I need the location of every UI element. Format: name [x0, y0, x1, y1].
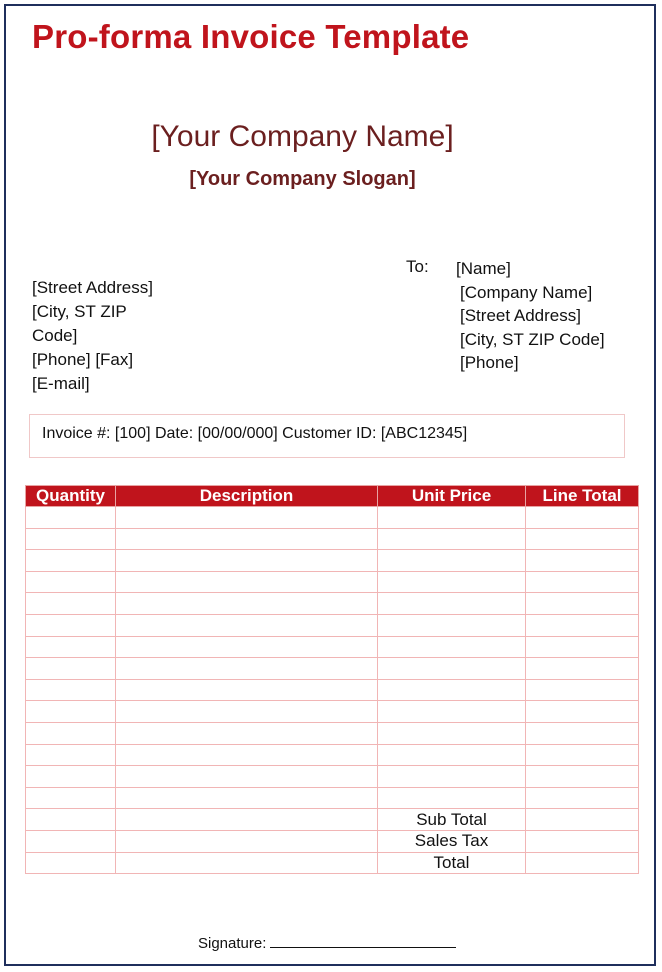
table-cell[interactable]: [116, 766, 378, 788]
table-cell[interactable]: [26, 550, 116, 572]
total-value-cell[interactable]: [526, 852, 639, 874]
recipient-street: [Street Address]: [460, 306, 581, 325]
table-cell[interactable]: [378, 528, 526, 550]
table-cell[interactable]: [116, 550, 378, 572]
recipient-city: [City, ST ZIP Code]: [460, 329, 605, 349]
table-cell[interactable]: [26, 528, 116, 550]
signature-label: Signature:: [198, 935, 267, 952]
subtotal-value-cell[interactable]: [526, 809, 639, 831]
table-cell[interactable]: [378, 722, 526, 744]
company-slogan: [Your Company Slogan]: [189, 168, 416, 190]
header-quantity: Quantity: [26, 486, 116, 507]
table-cell[interactable]: [26, 830, 116, 852]
company-name: [Your Company Name]: [151, 120, 454, 153]
table-cell[interactable]: [116, 571, 378, 593]
table-cell[interactable]: [378, 679, 526, 701]
table-cell[interactable]: [526, 658, 639, 680]
table-cell[interactable]: [116, 528, 378, 550]
table-row: [26, 766, 639, 788]
table-cell[interactable]: [116, 679, 378, 701]
table-cell[interactable]: [26, 766, 116, 788]
table-row: [26, 550, 639, 572]
table-cell[interactable]: [526, 507, 639, 529]
table-cell[interactable]: [116, 701, 378, 723]
table-cell[interactable]: [526, 593, 639, 615]
table-cell[interactable]: [378, 658, 526, 680]
recipient-address-block: [456, 257, 605, 375]
table-cell[interactable]: [26, 744, 116, 766]
header-description: Description: [116, 486, 378, 507]
table-cell[interactable]: [378, 614, 526, 636]
table-cell[interactable]: [378, 787, 526, 809]
table-row: [26, 636, 639, 658]
line-items-table: [25, 485, 639, 874]
table-row: [26, 679, 639, 701]
table-cell[interactable]: [378, 507, 526, 529]
table-cell[interactable]: [116, 852, 378, 874]
table-cell[interactable]: [378, 636, 526, 658]
sender-street: [Street Address]: [32, 278, 153, 297]
table-row: [26, 593, 639, 615]
table-cell[interactable]: [116, 593, 378, 615]
table-cell[interactable]: [26, 658, 116, 680]
sales-tax-row: [26, 830, 639, 852]
table-row: [26, 507, 639, 529]
recipient-company: [Company Name]: [460, 282, 593, 302]
table-cell[interactable]: [378, 766, 526, 788]
table-cell[interactable]: [116, 830, 378, 852]
subtotal-label: Sub Total: [378, 809, 526, 831]
signature-area: [198, 933, 456, 952]
recipient-name: [Name]: [456, 259, 511, 278]
table-cell[interactable]: [26, 701, 116, 723]
recipient-label: To:: [406, 257, 429, 276]
table-cell[interactable]: [378, 744, 526, 766]
table-cell[interactable]: [26, 507, 116, 529]
table-cell[interactable]: [26, 614, 116, 636]
table-cell[interactable]: [26, 679, 116, 701]
sender-phone-fax: [Phone] [Fax]: [32, 350, 134, 369]
table-row: [26, 787, 639, 809]
recipient-phone: [Phone]: [460, 353, 519, 372]
table-cell[interactable]: [378, 593, 526, 615]
table-cell[interactable]: [116, 722, 378, 744]
table-cell[interactable]: [526, 766, 639, 788]
invoice-info-box: [29, 414, 625, 458]
table-cell[interactable]: [116, 636, 378, 658]
header-line-total: Line Total: [526, 486, 639, 507]
table-cell[interactable]: [526, 614, 639, 636]
signature-line[interactable]: [270, 933, 456, 948]
table-cell[interactable]: [26, 787, 116, 809]
table-cell[interactable]: [526, 744, 639, 766]
table-row: [26, 528, 639, 550]
table-cell[interactable]: [116, 658, 378, 680]
table-cell[interactable]: [526, 701, 639, 723]
table-cell[interactable]: [378, 550, 526, 572]
table-cell[interactable]: [526, 787, 639, 809]
table-cell[interactable]: [378, 701, 526, 723]
header-unit-price: Unit Price: [378, 486, 526, 507]
table-cell[interactable]: [116, 614, 378, 636]
table-cell[interactable]: [116, 507, 378, 529]
sender-address-block: [32, 276, 212, 396]
sender-city-line-2: Code]: [32, 326, 78, 345]
total-label: Total: [378, 852, 526, 874]
table-row: [26, 744, 639, 766]
line-items-body: [26, 507, 639, 874]
table-cell[interactable]: [116, 787, 378, 809]
table-row: [26, 614, 639, 636]
sender-email: [E-mail]: [32, 374, 90, 393]
table-cell[interactable]: [526, 722, 639, 744]
table-cell[interactable]: [26, 571, 116, 593]
table-cell[interactable]: [526, 571, 639, 593]
table-cell[interactable]: [378, 571, 526, 593]
table-cell[interactable]: [26, 636, 116, 658]
table-cell[interactable]: [26, 809, 116, 831]
table-cell[interactable]: [26, 852, 116, 874]
sales-tax-label: Sales Tax: [378, 830, 526, 852]
subtotal-row: [26, 809, 639, 831]
table-cell[interactable]: [26, 593, 116, 615]
table-cell[interactable]: [116, 809, 378, 831]
invoice-info-text: Invoice #: [100] Date: [00/00/000] Customer ID: [ABC12345]: [42, 425, 468, 442]
table-header-row: [26, 486, 639, 507]
table-row: [26, 701, 639, 723]
sales-tax-value-cell[interactable]: [526, 830, 639, 852]
table-row: [26, 571, 639, 593]
table-cell[interactable]: [526, 679, 639, 701]
table-cell[interactable]: [526, 636, 639, 658]
table-cell[interactable]: [116, 744, 378, 766]
table-row: [26, 722, 639, 744]
total-row: [26, 852, 639, 874]
table-row: [26, 658, 639, 680]
document-title: Pro-forma Invoice Template: [32, 18, 470, 55]
table-cell[interactable]: [526, 528, 639, 550]
table-cell[interactable]: [526, 550, 639, 572]
table-cell[interactable]: [26, 722, 116, 744]
sender-city-line-1: [City, ST ZIP: [32, 302, 127, 321]
